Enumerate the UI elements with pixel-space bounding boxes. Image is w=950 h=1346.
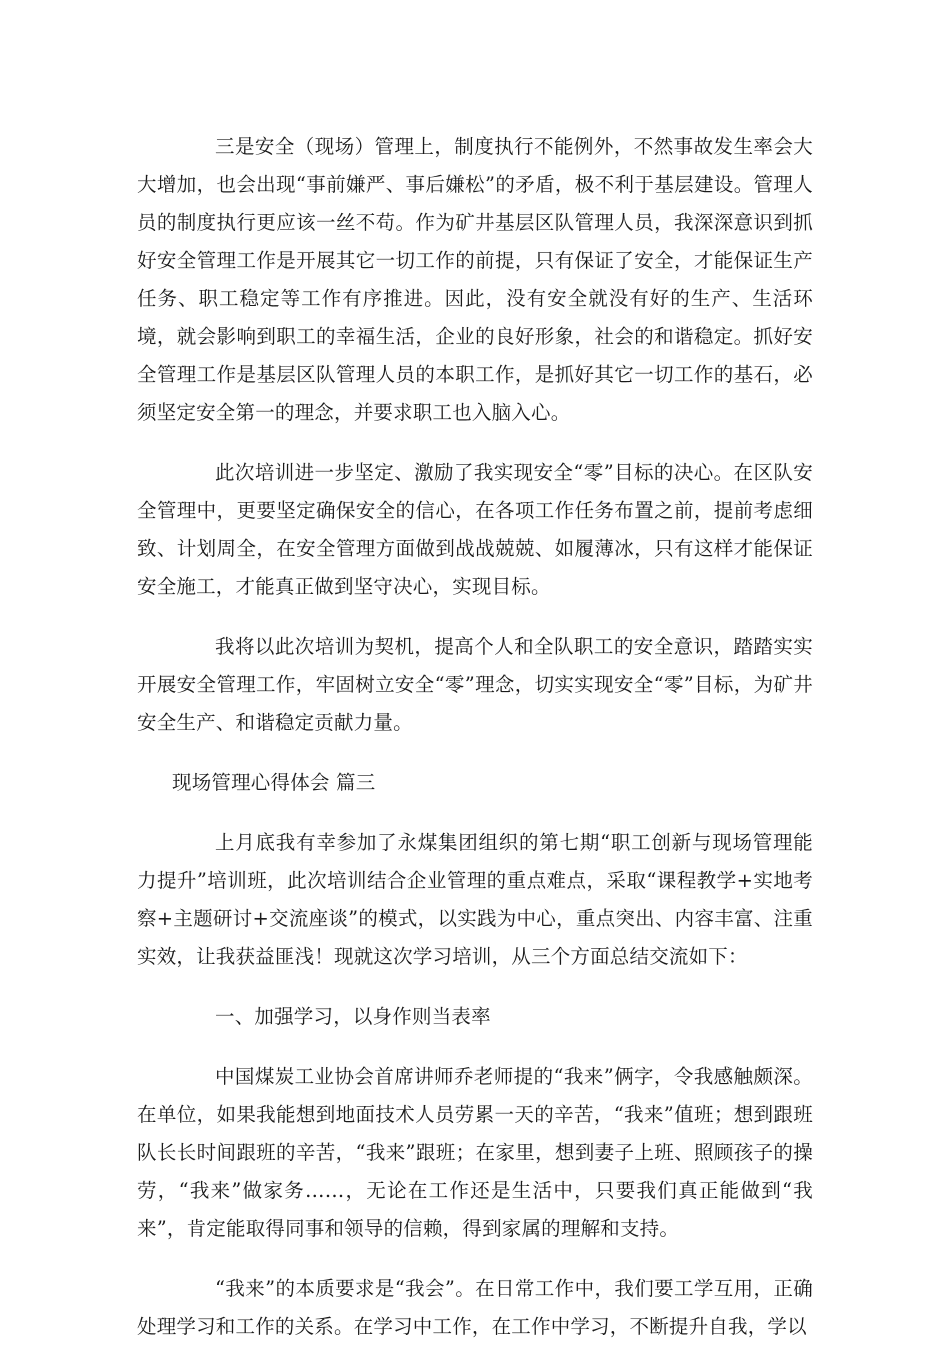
- paragraph: 三是安全（现场）管理上，制度执行不能例外，不然事故发生率会大大增加，也会出现“事前嫌严、事后嫌松”的矛盾，极不利于基层建设。管理人员的制度执行更应该一丝不苟。作为矿井基层区队管理人员，我深深意识到抓好安全管理工作是开展其它一切工作的前提，只有保证了安全，才能保证生产任务、职工稳定等工作有序推进。因此，没有安全就没有好的生产、生活环境，就会影响到职工的幸福生活，企业的良好形象，社会的和谐稳定。抓好安全管理工作是基层区队管理人员的本职工作，是抓好其它一切工作的基石，必须坚定安全第一的理念，并要求职工也入脑入心。: [137, 135, 813, 424]
- subsection-title: 一、加强学习，以身作则当表率: [215, 1005, 491, 1028]
- paragraph: “我来”的本质要求是“我会”。在日常工作中，我们要工学互用，正确处理学习和工作的关系。在学习中工作，在工作中学习，不断提升自我，学以: [137, 1277, 813, 1338]
- section-title: 现场管理心得体会 篇三: [172, 771, 376, 794]
- paragraph: 我将以此次培训为契机，提高个人和全队职工的安全意识，踏踏实实开展安全管理工作，牢固树立安全“零”理念，切实实现安全“零”目标，为矿井安全生产、和谐稳定贡献力量。: [137, 635, 813, 734]
- paragraph: 中国煤炭工业协会首席讲师乔老师提的“我来”俩字，令我感触颇深。在单位，如果我能想到地面技术人员劳累一天的辛苦，“我来”值班；想到跟班队长长时间跟班的辛苦，“我来”跟班；在家里，想到妻子上班、照顾孩子的操劳，“我来”做家务……，无论在工作还是生活中，只要我们真正能做到“我来”，肯定能取得同事和领导的信赖，得到家属的理解和支持。: [137, 1065, 813, 1240]
- document-page: [137, 128, 813, 1346]
- paragraph: 此次培训进一步坚定、激励了我实现安全“零”目标的决心。在区队安全管理中，更要坚定确保安全的信心，在各项工作任务布置之前，提前考虑细致、计划周全，在安全管理方面做到战战兢兢、如履薄冰，只有这样才能保证安全施工，才能真正做到坚守决心，实现目标。: [137, 461, 813, 598]
- paragraph: 上月底我有幸参加了永煤集团组织的第七期“职工创新与现场管理能力提升”培训班，此次培训结合企业管理的重点难点，采取“课程教学+实地考察+主题研讨+交流座谈”的模式，以实践为中心，重点突出、内容丰富、注重实效，让我获益匪浅！现就这次学习培训，从三个方面总结交流如下：: [137, 831, 813, 968]
